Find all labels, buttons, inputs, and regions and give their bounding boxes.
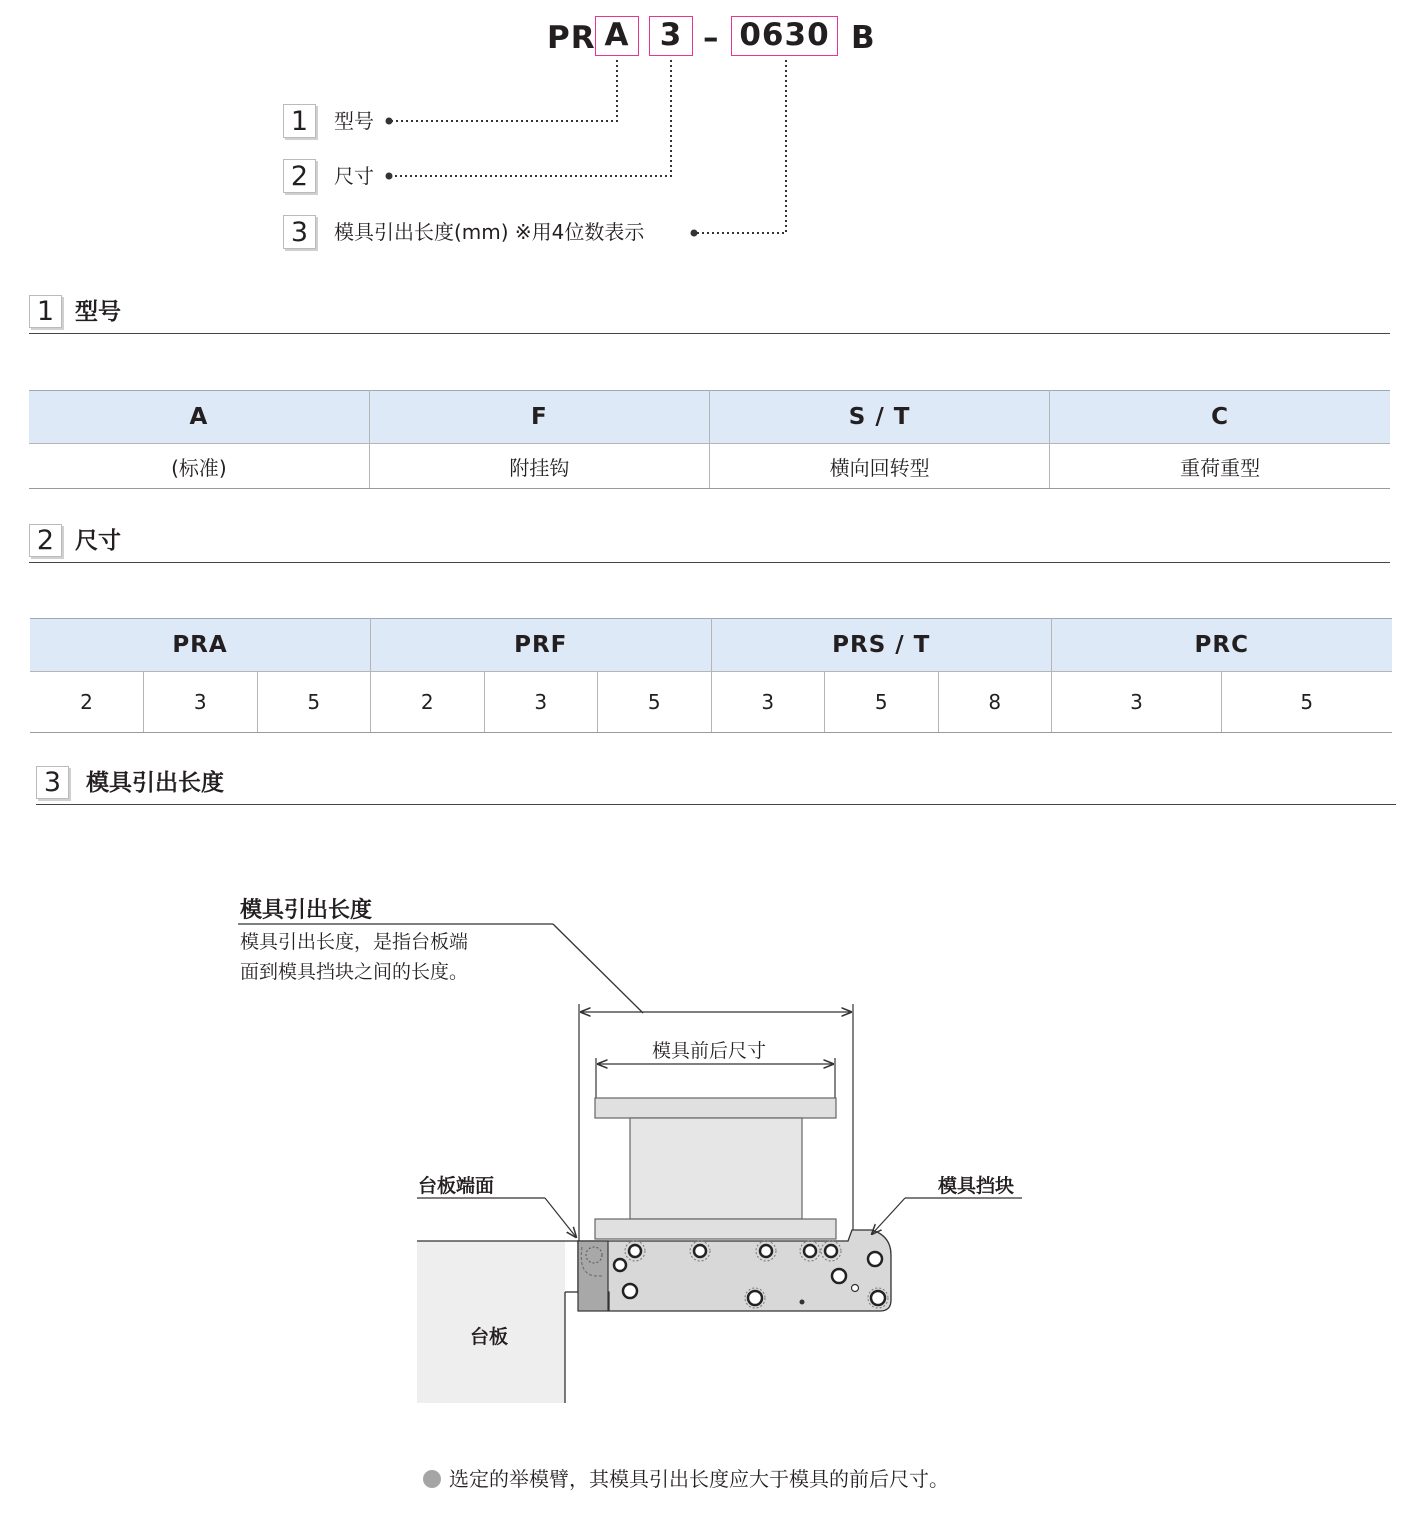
section-2-rule [29,562,1390,563]
section-1-number: 1 [29,295,62,328]
section-1-title: 型号 [75,299,121,325]
label-plate: 台板 [470,1326,509,1348]
size-table [30,618,1392,733]
type-header-st: S / T [710,391,1050,444]
code-part-length: 0630 [731,16,838,56]
dimension-label: 模具前后尺寸 [652,1040,767,1062]
legend-text-1: 型号 [334,109,374,133]
size-value: 3 [711,672,825,733]
bullet-icon [423,1470,441,1488]
type-value-st: 横向回转型 [710,444,1050,489]
diagram-title: 模具引出长度 [240,898,373,923]
type-table [29,390,1390,489]
section-2-number: 2 [29,524,62,557]
type-value-a: (标准) [29,444,369,489]
size-value: 5 [257,672,371,733]
section-3-title: 模具引出长度 [86,770,224,796]
code-suffix: B [851,20,876,56]
section-3-number: 3 [36,766,69,799]
size-header-prc: PRC [1052,619,1392,672]
code-part-size: 3 [649,16,693,56]
selection-note [423,1463,949,1492]
selection-note-text: 选定的举模臂，其模具引出长度应大于模具的前后尺寸。 [449,1467,949,1491]
code-dash: – [703,20,719,56]
size-value: 3 [144,672,258,733]
size-value: 2 [371,672,485,733]
legend-text-2: 尺寸 [334,164,374,188]
type-header-c: C [1050,391,1390,444]
section-3-rule [36,804,1396,805]
mold-diagram [0,880,1422,1420]
type-value-c: 重荷重型 [1050,444,1390,489]
type-header-f: F [369,391,709,444]
code-leader-lines [0,0,1422,260]
size-value: 3 [1052,672,1222,733]
size-value: 5 [825,672,939,733]
size-value: 8 [938,672,1052,733]
size-header-prst: PRS / T [711,619,1052,672]
label-plate-face: 台板端面 [418,1175,495,1197]
size-value: 2 [30,672,144,733]
legend-num-3: 3 [283,215,316,249]
legend-num-1: 1 [283,104,316,138]
size-value: 5 [598,672,712,733]
section-1-rule [29,333,1390,334]
size-header-pra: PRA [30,619,371,672]
code-prefix: PR [547,20,596,56]
size-header-prf: PRF [371,619,712,672]
size-value: 3 [484,672,598,733]
type-header-a: A [29,391,369,444]
diagram-description-2: 面到模具挡块之间的长度。 [240,961,469,983]
code-part-type: A [595,16,639,56]
size-value: 5 [1222,672,1392,733]
type-value-f: 附挂钩 [369,444,709,489]
section-2-title: 尺寸 [75,528,121,554]
diagram-description-1: 模具引出长度，是指台板端 [240,931,469,953]
label-stopper: 模具挡块 [938,1175,1015,1197]
legend-text-3: 模具引出长度(mm) ※用4位数表示 [334,220,645,244]
legend-num-2: 2 [283,159,316,193]
